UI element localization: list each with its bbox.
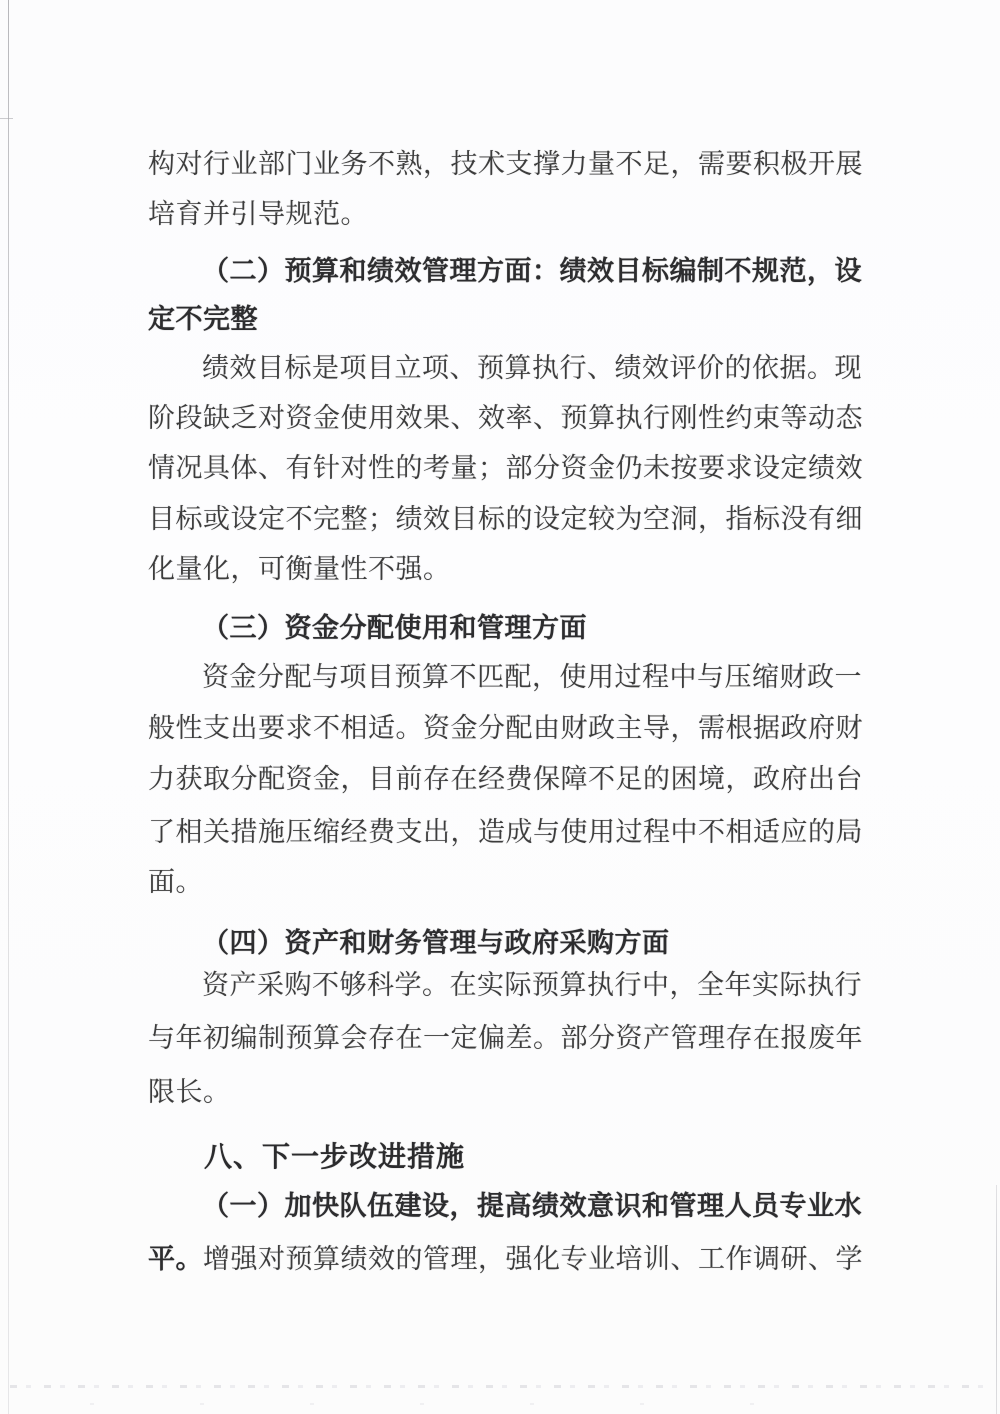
section-heading-3: （三）资金分配使用和管理方面 <box>202 613 587 643</box>
body-text-line: 与年初编制预算会存在一定偏差。部分资产管理存在报废年 <box>148 1023 863 1053</box>
body-text-line: 限长。 <box>148 1077 231 1107</box>
body-text-line: 了相关措施压缩经费支出，造成与使用过程中不相适应的局 <box>148 817 863 847</box>
body-text-line: 般性支出要求不相适。资金分配由财政主导，需根据政府财 <box>148 713 863 743</box>
body-text-line: 培育并引导规范。 <box>148 199 368 229</box>
section-heading-2-continued: 定不完整 <box>148 304 258 334</box>
body-text-line: 阶段缺乏对资金使用效果、效率、预算执行刚性约束等动态 <box>148 403 863 433</box>
body-text-line: 情况具体、有针对性的考量；部分资金仍未按要求设定绩效 <box>148 453 863 483</box>
body-text-line: 绩效目标是项目立项、预算执行、绩效评价的依据。现 <box>202 353 862 383</box>
body-tail-text: 增强对预算绩效的管理，强化专业培训、工作调研、学 <box>203 1244 863 1274</box>
body-text-line: 资产采购不够科学。在实际预算执行中，全年实际执行 <box>202 970 862 1000</box>
chapter-heading-8: 八、下一步改进措施 <box>204 1141 466 1172</box>
scan-artifact-bottom-dots <box>90 1403 850 1405</box>
section-heading-2: （二）预算和绩效管理方面：绩效目标编制不规范，设 <box>202 256 862 286</box>
section-heading-4: （四）资产和财务管理与政府采购方面 <box>202 928 670 958</box>
heading-tail-text: 平。 <box>148 1244 203 1274</box>
body-text-line-mixed <box>148 1243 872 1277</box>
body-text-line: 面。 <box>148 867 203 897</box>
body-text-line: 构对行业部门业务不熟，技术支撑力量不足，需要积极开展 <box>148 149 863 179</box>
scan-artifact-left-edge-line <box>8 0 9 1414</box>
scan-artifact-bottom-noise <box>10 1385 985 1388</box>
body-text-line: 力获取分配资金，目前存在经费保障不足的困境，政府出台 <box>148 764 863 794</box>
scan-artifact-right-edge-line <box>996 1185 997 1414</box>
body-text-line: 资金分配与项目预算不匹配，使用过程中与压缩财政一 <box>202 662 862 692</box>
scan-artifact-left-tick <box>0 118 13 119</box>
body-text-line: 化量化，可衡量性不强。 <box>148 554 451 584</box>
body-text-line: 目标或设定不完整；绩效目标的设定较为空洞，指标没有细 <box>148 504 863 534</box>
section-heading-1: （一）加快队伍建设，提高绩效意识和管理人员专业水 <box>202 1191 862 1221</box>
